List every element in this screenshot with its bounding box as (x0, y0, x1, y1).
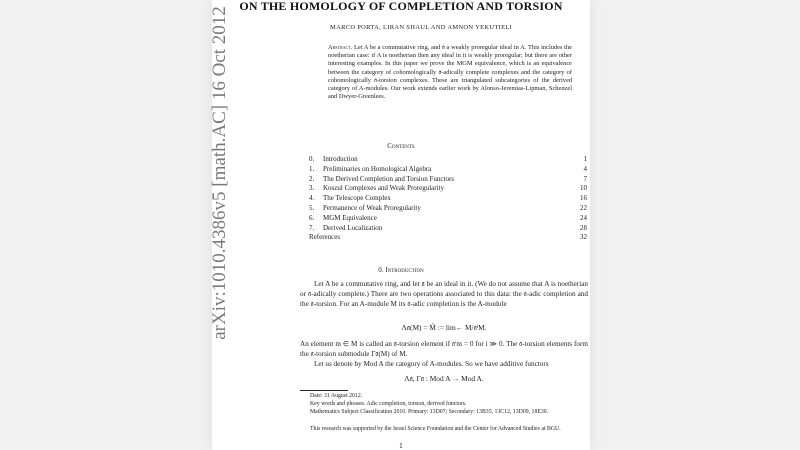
toc-title: Introduction (323, 155, 358, 163)
toc-page: 1 (583, 155, 587, 163)
abstract-label: Abstract. (328, 44, 353, 51)
toc-page: 24 (580, 213, 587, 222)
toc-num: 1. (309, 164, 315, 173)
toc-num: 0. (309, 155, 315, 163)
toc-num: 4. (309, 194, 315, 203)
paper-title: ON THE HOMOLOGY OF COMPLETION AND TORSION (239, 0, 563, 13)
toc-page: 16 (580, 194, 587, 203)
footnote-support: This research was supported by the Israel Science Foundation and the Center for Advanced Studies at BGU. (310, 426, 561, 432)
functors-equation: Λ𝔞, Γ𝔞 : Mod A → Mod A. (404, 374, 484, 383)
toc-entry[interactable] (309, 233, 587, 243)
toc-num: 3. (309, 184, 315, 193)
table-of-contents (309, 155, 587, 243)
toc-entry[interactable] (309, 194, 587, 204)
toc-page: 28 (580, 223, 587, 232)
document-page (212, 0, 590, 450)
toc-page: 32 (580, 233, 587, 242)
toc-entry[interactable] (309, 214, 587, 224)
toc-title: Koszul Complexes and Weak Proregularity (323, 184, 445, 193)
arxiv-stamp: arXiv:1010.4386v5 [math.AC] 16 Oct 2012 (209, 6, 230, 340)
intro-paragraph-2: An element m ∈ M is called an 𝔞-torsion element if 𝔞ⁱm = 0 for i ≫ 0. The 𝔞-torsion elements form the 𝔞-torsion submodule Γ𝔞(M) of M. (300, 340, 588, 358)
toc-num: 5. (309, 203, 315, 212)
footnote-rule (300, 390, 348, 391)
toc-num: 7. (309, 223, 315, 232)
toc-title: Permanence of Weak Proregularity (323, 203, 421, 212)
abstract (328, 44, 572, 101)
toc-entry[interactable] (309, 155, 587, 165)
toc-title: The Derived Completion and Torsion Functors (323, 174, 455, 183)
toc-title: References (309, 233, 341, 242)
footnote-date: Date: 31 August 2012. (310, 393, 363, 399)
toc-page: 22 (580, 203, 587, 212)
intro-paragraph-1: Let A be a commutative ring, and let 𝔞 be an ideal in it. (We do not assume that A is noetherian or 𝔞-adically complete.) There are two operations associated to this data: the 𝔞-adic completion and the 𝔞-torsion. For an A-module M its 𝔞-adic completion is the A-module (300, 280, 588, 308)
footnote-msc: Mathematics Subject Classification 2010. Primary: 13D07; Secondary: 13B35, 13C12, 13D09, 18E30. (310, 409, 549, 415)
toc-page: 10 (580, 184, 587, 193)
toc-title: MGM Equivalence (323, 213, 377, 222)
footnote-keywords: Key words and phrases. Adic completion, torsion, derived functors. (310, 401, 467, 407)
toc-title: Preliminaries on Homological Algebra (323, 164, 432, 173)
toc-entry[interactable] (309, 224, 587, 234)
paper-authors: MARCO PORTA, LIRAN SHAUL AND AMNON YEKUTIELI (330, 24, 513, 31)
completion-equation: Λ𝔞(M) = M̂ := lim← M/𝔞ⁱM. (401, 323, 487, 332)
toc-page: 4 (583, 164, 587, 173)
toc-entry[interactable] (309, 204, 587, 214)
introduction-heading: 0. Introduction (378, 266, 424, 274)
toc-entry[interactable] (309, 175, 587, 185)
toc-page: 7 (583, 174, 587, 183)
contents-heading: Contents (387, 142, 415, 150)
toc-num: 2. (309, 174, 315, 183)
toc-title: Derived Localization (323, 223, 383, 232)
toc-num: 6. (309, 213, 315, 222)
intro-paragraph-3: Let us denote by Mod A the category of A-modules. So we have additive functors (314, 360, 549, 368)
toc-entry[interactable] (309, 165, 587, 175)
abstract-text: Let A be a commutative ring, and 𝔞 a weakly proregular ideal in A. This includes the noetherian case: if A is noetherian then any ideal in it is weakly proregular; but there are other interesting examples. In this paper we prove the MGM equivalence, which is an equivalence between the category of cohomologically 𝔞-adically complete complexes and the category of cohomologically 𝔞-torsion complexes. These are triangulated subcategories of the derived category of A-modules. Our work extends earlier work by Alonso-Jeremias-Lipman, Schenzel and Dwyer-Greenlees. (328, 44, 572, 101)
page-number: 1 (399, 443, 403, 450)
toc-entry[interactable] (309, 184, 587, 194)
toc-title: The Telescope Complex (323, 194, 391, 203)
